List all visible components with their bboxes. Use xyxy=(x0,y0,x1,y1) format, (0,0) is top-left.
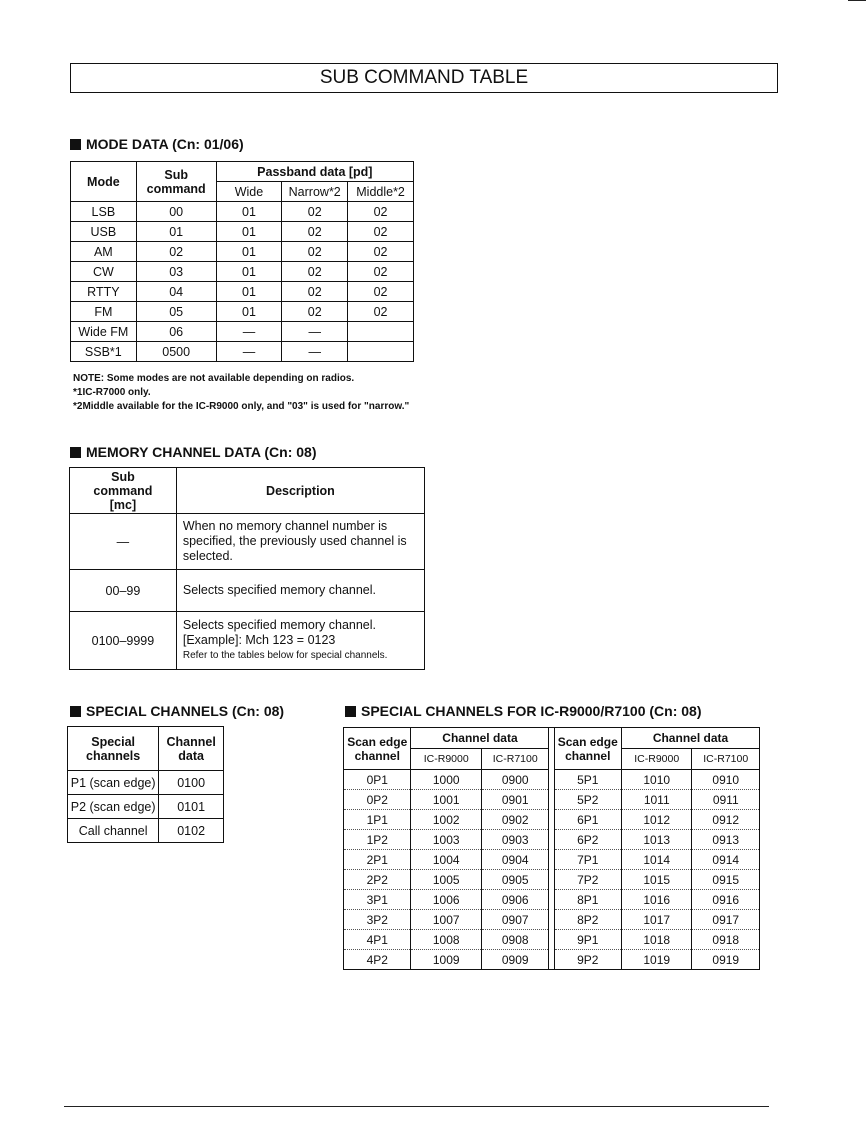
scan-cell-a2: 1011 xyxy=(621,790,692,810)
memory-channel-table xyxy=(69,467,425,670)
scan-cell-a2: 1017 xyxy=(621,910,692,930)
scan-cell-b2: 0916 xyxy=(692,890,760,910)
note-line: *2Middle available for the IC-R9000 only, and "03" is used for "narrow." xyxy=(73,401,410,412)
r9000-heading-text: SPECIAL CHANNELS FOR IC-R9000/R7100 (Cn: 08) xyxy=(361,703,702,719)
r9000-rows xyxy=(344,770,760,970)
mode-data-heading xyxy=(70,136,244,152)
bullet-square-icon xyxy=(70,706,81,717)
special-channel-data: 0102 xyxy=(159,819,224,843)
corner-rule xyxy=(848,0,866,1)
table-row xyxy=(71,222,414,242)
mode-cell-mode: RTTY xyxy=(71,282,137,302)
scan-cell-a2: 1016 xyxy=(621,890,692,910)
header-scan-edge: Scan edge channel xyxy=(554,728,621,770)
scan-cell-b2: 0918 xyxy=(692,930,760,950)
mode-cell-mode: AM xyxy=(71,242,137,262)
scan-cell-a1: 1005 xyxy=(411,870,482,890)
scan-cell-a1: 1003 xyxy=(411,830,482,850)
table-row xyxy=(344,930,760,950)
mode-rows xyxy=(71,202,414,362)
special-channel-data: 0100 xyxy=(159,771,224,795)
mode-cell-sub: 05 xyxy=(136,302,216,322)
bullet-square-icon xyxy=(70,447,81,458)
table-row xyxy=(71,302,414,322)
page-title: SUB COMMAND TABLE xyxy=(70,63,778,93)
special-channel-name: Call channel xyxy=(68,819,159,843)
mode-cell-middle xyxy=(348,322,414,342)
scan-cell-a1: 1001 xyxy=(411,790,482,810)
scan-cell-e2: 7P2 xyxy=(554,870,621,890)
bullet-square-icon xyxy=(70,139,81,150)
scan-cell-b2: 0910 xyxy=(692,770,760,790)
special-rows xyxy=(68,771,224,843)
header-wide: Wide xyxy=(216,182,282,202)
scan-cell-b1: 0908 xyxy=(481,930,548,950)
mode-cell-narrow: 02 xyxy=(282,262,348,282)
scan-cell-b2: 0915 xyxy=(692,870,760,890)
table-row xyxy=(68,819,224,843)
mode-cell-middle: 02 xyxy=(348,202,414,222)
scan-cell-a2: 1015 xyxy=(621,870,692,890)
special-channel-name: P1 (scan edge) xyxy=(68,771,159,795)
mc-description-note: Refer to the tables below for special channels. xyxy=(182,650,388,661)
special-channel-name: P2 (scan edge) xyxy=(68,795,159,819)
mode-cell-narrow: 02 xyxy=(282,202,348,222)
mode-cell-narrow: — xyxy=(282,322,348,342)
table-row xyxy=(344,830,760,850)
mode-cell-wide: 01 xyxy=(216,202,282,222)
mode-cell-middle: 02 xyxy=(348,222,414,242)
r9000-heading xyxy=(345,703,701,719)
table-row xyxy=(344,850,760,870)
mode-cell-sub: 00 xyxy=(136,202,216,222)
header-channel-data: Channel data xyxy=(411,728,549,749)
scan-cell-e2: 5P2 xyxy=(554,790,621,810)
special-channels-table xyxy=(67,726,224,843)
header-narrow: Narrow*2 xyxy=(282,182,348,202)
scan-cell-a1: 1002 xyxy=(411,810,482,830)
table-row xyxy=(344,950,760,970)
scan-cell-e2: 9P2 xyxy=(554,950,621,970)
mode-cell-wide: — xyxy=(216,322,282,342)
scan-cell-e1: 1P1 xyxy=(344,810,411,830)
scan-cell-b2: 0911 xyxy=(692,790,760,810)
mode-cell-wide: 01 xyxy=(216,302,282,322)
footer-rule xyxy=(64,1106,769,1107)
table-row xyxy=(344,790,760,810)
mode-cell-middle: 02 xyxy=(348,302,414,322)
mode-cell-sub: 01 xyxy=(136,222,216,242)
mode-cell-middle: 02 xyxy=(348,282,414,302)
table-row xyxy=(71,282,414,302)
header-mc: Sub command [mc] xyxy=(70,468,177,514)
scan-cell-e1: 1P2 xyxy=(344,830,411,850)
mode-cell-wide: 01 xyxy=(216,242,282,262)
header-ic-r9000: IC-R9000 xyxy=(411,749,482,770)
mc-description: Selects specified memory channel. xyxy=(176,570,424,612)
special-heading xyxy=(70,703,284,719)
scan-cell-e1: 2P2 xyxy=(344,870,411,890)
scan-cell-b1: 0906 xyxy=(481,890,548,910)
note-line: NOTE: Some modes are not available depending on radios. xyxy=(73,373,355,384)
mode-cell-mode: SSB*1 xyxy=(71,342,137,362)
scan-cell-e2: 6P1 xyxy=(554,810,621,830)
r9000-channels-table xyxy=(343,727,760,970)
scan-cell-e1: 0P1 xyxy=(344,770,411,790)
scan-cell-b2: 0919 xyxy=(692,950,760,970)
mc-description: Selects specified memory channel. [Example]: Mch 123 = 0123 xyxy=(182,618,377,647)
table-row xyxy=(71,342,414,362)
mode-cell-narrow: 02 xyxy=(282,302,348,322)
scan-cell-b2: 0917 xyxy=(692,910,760,930)
scan-cell-e2: 5P1 xyxy=(554,770,621,790)
scan-cell-e2: 8P2 xyxy=(554,910,621,930)
table-row xyxy=(68,795,224,819)
mode-cell-wide: 01 xyxy=(216,282,282,302)
mode-cell-wide: 01 xyxy=(216,222,282,242)
scan-cell-a2: 1019 xyxy=(621,950,692,970)
mc-value: 00–99 xyxy=(70,570,177,612)
mode-cell-sub: 02 xyxy=(136,242,216,262)
special-heading-text: SPECIAL CHANNELS (Cn: 08) xyxy=(86,703,285,719)
scan-cell-e1: 4P1 xyxy=(344,930,411,950)
scan-cell-e2: 7P1 xyxy=(554,850,621,870)
scan-cell-e2: 9P1 xyxy=(554,930,621,950)
mode-cell-narrow: 02 xyxy=(282,282,348,302)
scan-cell-b1: 0903 xyxy=(481,830,548,850)
header-scan-edge: Scan edge channel xyxy=(344,728,411,770)
mode-cell-mode: FM xyxy=(71,302,137,322)
mode-cell-middle: 02 xyxy=(348,262,414,282)
table-row xyxy=(71,322,414,342)
scan-cell-a1: 1000 xyxy=(411,770,482,790)
table-row xyxy=(344,910,760,930)
table-row xyxy=(68,771,224,795)
mode-cell-sub: 06 xyxy=(136,322,216,342)
scan-cell-a2: 1013 xyxy=(621,830,692,850)
mode-cell-mode: USB xyxy=(71,222,137,242)
scan-cell-a1: 1008 xyxy=(411,930,482,950)
table-row xyxy=(71,262,414,282)
mode-cell-sub: 0500 xyxy=(136,342,216,362)
mode-data-heading-text: MODE DATA (Cn: 01/06) xyxy=(86,136,244,152)
scan-cell-b1: 0909 xyxy=(481,950,548,970)
scan-cell-e1: 0P2 xyxy=(344,790,411,810)
table-row xyxy=(344,870,760,890)
mc-value: 0100–9999 xyxy=(70,612,177,670)
scan-cell-e1: 4P2 xyxy=(344,950,411,970)
scan-cell-a2: 1012 xyxy=(621,810,692,830)
mc-description-cell xyxy=(176,612,424,670)
scan-cell-e2: 8P1 xyxy=(554,890,621,910)
mode-cell-wide: — xyxy=(216,342,282,362)
scan-cell-a2: 1018 xyxy=(621,930,692,950)
scan-cell-a1: 1007 xyxy=(411,910,482,930)
table-row xyxy=(71,202,414,222)
scan-cell-e2: 6P2 xyxy=(554,830,621,850)
scan-cell-a1: 1009 xyxy=(411,950,482,970)
mode-cell-narrow: 02 xyxy=(282,242,348,262)
header-middle: Middle*2 xyxy=(348,182,414,202)
mode-notes xyxy=(73,372,493,414)
mode-cell-sub: 04 xyxy=(136,282,216,302)
header-sub-command: Sub command xyxy=(136,162,216,202)
scan-cell-b1: 0907 xyxy=(481,910,548,930)
table-row xyxy=(344,810,760,830)
mode-cell-middle: 02 xyxy=(348,242,414,262)
bullet-square-icon xyxy=(345,706,356,717)
header-ic-r7100: IC-R7100 xyxy=(481,749,548,770)
scan-cell-b1: 0900 xyxy=(481,770,548,790)
scan-cell-b1: 0905 xyxy=(481,870,548,890)
scan-cell-a1: 1004 xyxy=(411,850,482,870)
scan-cell-a1: 1006 xyxy=(411,890,482,910)
mc-description: When no memory channel number is specified, the previously used channel is selected. xyxy=(176,514,424,570)
scan-cell-b1: 0901 xyxy=(481,790,548,810)
note-line: *1IC-R7000 only. xyxy=(73,387,151,398)
scan-cell-a2: 1010 xyxy=(621,770,692,790)
table-row xyxy=(344,770,760,790)
scan-cell-a2: 1014 xyxy=(621,850,692,870)
header-channel-data: Channel data xyxy=(159,727,224,771)
mode-cell-middle xyxy=(348,342,414,362)
mode-cell-wide: 01 xyxy=(216,262,282,282)
scan-cell-b2: 0912 xyxy=(692,810,760,830)
header-ic-r7100: IC-R7100 xyxy=(692,749,760,770)
header-ic-r9000: IC-R9000 xyxy=(621,749,692,770)
mode-cell-mode: CW xyxy=(71,262,137,282)
special-channel-data: 0101 xyxy=(159,795,224,819)
mc-value: — xyxy=(70,514,177,570)
scan-cell-e1: 2P1 xyxy=(344,850,411,870)
scan-cell-e1: 3P2 xyxy=(344,910,411,930)
memory-heading xyxy=(70,444,316,460)
table-row xyxy=(344,890,760,910)
scan-cell-b2: 0913 xyxy=(692,830,760,850)
table-row xyxy=(71,242,414,262)
header-special-channels: Special channels xyxy=(68,727,159,771)
scan-cell-b1: 0902 xyxy=(481,810,548,830)
scan-cell-b1: 0904 xyxy=(481,850,548,870)
mode-cell-sub: 03 xyxy=(136,262,216,282)
header-passband: Passband data [pd] xyxy=(216,162,413,182)
header-description: Description xyxy=(176,468,424,514)
mode-data-table xyxy=(70,161,414,362)
memory-heading-text: MEMORY CHANNEL DATA (Cn: 08) xyxy=(86,444,317,460)
mode-cell-mode: Wide FM xyxy=(71,322,137,342)
header-channel-data: Channel data xyxy=(621,728,759,749)
mode-cell-narrow: 02 xyxy=(282,222,348,242)
mode-cell-narrow: — xyxy=(282,342,348,362)
scan-cell-b2: 0914 xyxy=(692,850,760,870)
mode-cell-mode: LSB xyxy=(71,202,137,222)
scan-cell-e1: 3P1 xyxy=(344,890,411,910)
header-mode: Mode xyxy=(71,162,137,202)
